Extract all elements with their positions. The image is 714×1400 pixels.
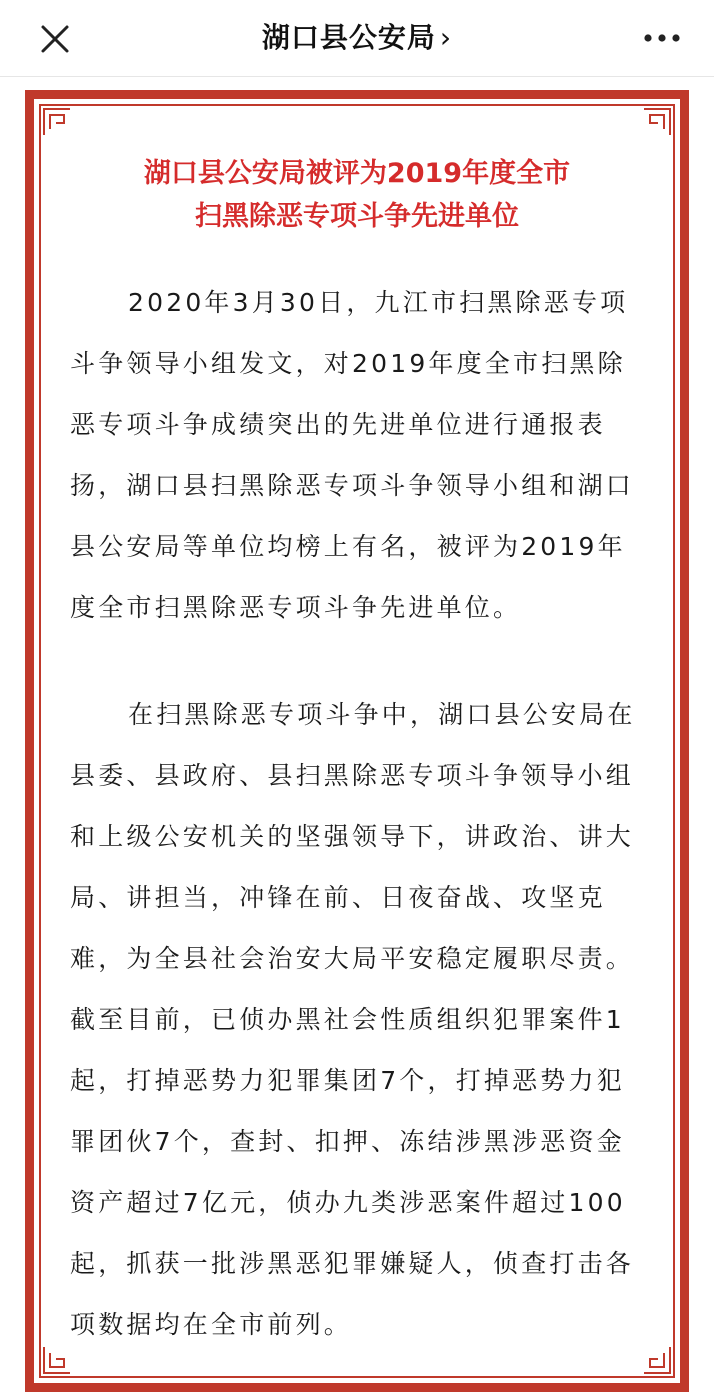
nav-bar bbox=[0, 0, 714, 77]
article-title-line-1: 湖口县公安局被评为2019年度全市 bbox=[143, 158, 571, 189]
account-title-link[interactable] bbox=[0, 20, 714, 56]
more-icon bbox=[640, 20, 684, 56]
article-paragraph: 在扫黑除恶专项斗争中，湖口县公安局在县委、县政府、县扫黑除恶专项斗争领导小组和上级公安机关的坚强领导下，讲政治、讲大局、讲担当，冲锋在前、日夜奋战、攻坚克难，为全县社会治安大局平安稳定履职尽责。截至目前，已侦办黑社会性质组织犯罪案件1起，打掉恶势力犯罪集团7个，打掉恶势力犯罪团伙7个，查封、扣押、冻结涉黑涉恶资金资产超过7亿元，侦办九类涉恶案件超过100起，抓获一批涉黑恶犯罪嫌疑人，侦查打击各项数据均在全市前列。 bbox=[70, 700, 636, 1339]
article-paragraph: 2020年3月30日，九江市扫黑除恶专项斗争领导小组发文，对2019年度全市扫黑除恶专项斗争成绩突出的先进单位进行通报表扬，湖口县扫黑除恶专项斗争领导小组和湖口县公安局等单位均榜上有名，被评为2019年度全市扫黑除恶专项斗争先进单位。 bbox=[70, 288, 635, 622]
account-name: 湖口县公安局 bbox=[261, 21, 436, 54]
article-title bbox=[60, 152, 654, 238]
corner-ornament-icon bbox=[42, 1345, 72, 1375]
more-button[interactable] bbox=[640, 20, 684, 56]
corner-ornament-icon bbox=[642, 107, 672, 137]
article-title-line-2: 扫黑除恶专项斗争先进单位 bbox=[195, 201, 519, 232]
chevron-right-icon: › bbox=[439, 21, 453, 54]
corner-ornament-icon bbox=[42, 107, 72, 137]
